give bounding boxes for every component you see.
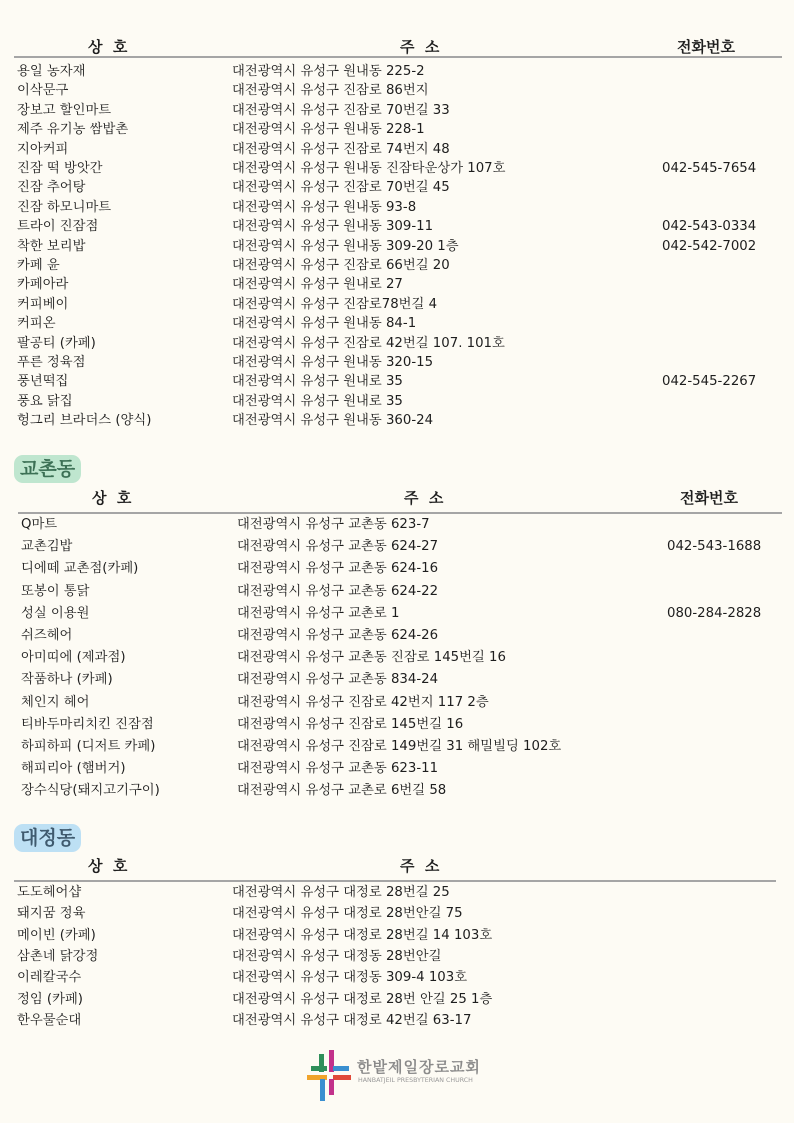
store-phone: 042-545-2267 (662, 374, 757, 390)
table-row (0, 1011, 794, 1030)
store-name: Q마트 (21, 517, 58, 532)
store-name: 작품하나 (카페) (21, 672, 113, 688)
store-address: 대전광역시 유성구 진잠로 66번길 20 (232, 258, 450, 273)
store-phone: 080-284-2828 (667, 605, 762, 621)
table-row (0, 604, 794, 623)
store-address: 대전광역시 유성구 원내로 35 (232, 393, 403, 409)
store-address: 대전광역시 유성구 교촌동 624-16 (237, 561, 439, 577)
store-address: 대전광역시 유성구 교촌동 624-27 (237, 539, 439, 555)
table-row (0, 537, 794, 556)
column-header-phone: 전화번호 (677, 38, 735, 56)
table-row (0, 392, 794, 411)
store-name: 용일 농자재 (17, 64, 86, 79)
store-address: 대전광역시 유성구 교촌로 1 (237, 605, 400, 621)
store-phone: 042-543-0334 (662, 219, 757, 235)
store-address: 대전광역시 유성구 대정로 42번길 63-17 (232, 1012, 472, 1028)
column-header-name: 상 호 (92, 489, 132, 507)
table-row (0, 626, 794, 645)
store-address: 대전광역시 유성구 원내동 84-1 (232, 316, 417, 332)
store-address: 대전광역시 유성구 대정로 28번 안길 25 1층 (232, 991, 493, 1007)
table-row (0, 693, 794, 712)
column-header-address: 주 소 (400, 857, 440, 875)
table-row (0, 670, 794, 689)
store-address: 대전광역시 유성구 진잠로 145번길 16 (237, 716, 464, 732)
store-name: 체인지 헤어 (21, 694, 90, 710)
table-row (0, 81, 794, 100)
store-name: 해피리아 (햄버거) (21, 761, 126, 777)
store-address: 대전광역시 유성구 원내동 228-1 (232, 122, 425, 138)
store-name: 삼촌네 닭강정 (17, 948, 99, 964)
store-address: 대전광역시 유성구 진잠로 86번지 (232, 83, 429, 99)
store-address: 대전광역시 유성구 원내동 진잠타운상가 107호 (232, 161, 506, 176)
table-header (0, 487, 794, 509)
table-row (0, 582, 794, 601)
store-address: 대전광역시 유성구 진잠로 149번길 31 해밀빌딩 102호 (237, 739, 562, 754)
header-rule (14, 880, 776, 882)
store-name: 지아커피 (17, 141, 69, 157)
store-address: 대전광역시 유성구 교촌동 624-26 (237, 628, 439, 643)
section-title-badge: 교촌동 (14, 455, 81, 483)
store-address: 대전광역시 유성구 교촌동 834-24 (237, 672, 439, 688)
header-rule (18, 512, 782, 514)
column-header-address: 주 소 (400, 38, 440, 56)
store-name: 착한 보리밥 (17, 238, 86, 254)
store-address: 대전광역시 유성구 대정동 309-4 103호 (232, 970, 468, 986)
store-address: 대전광역시 유성구 대정로 28번안길 75 (232, 906, 463, 922)
store-address: 대전광역시 유성구 교촌동 623-11 (237, 761, 439, 777)
store-name: 헝그리 브라더스 (양식) (17, 413, 152, 429)
table-row (0, 559, 794, 578)
store-address: 대전광역시 유성구 원내동 320-15 (232, 355, 434, 370)
store-address: 대전광역시 유성구 진잠로 70번길 45 (232, 180, 450, 196)
store-address: 대전광역시 유성구 진잠로 42번길 107. 101호 (232, 335, 505, 351)
store-name: 하피하피 (디저트 카페) (21, 739, 156, 754)
table-row (0, 140, 794, 159)
table-row (0, 334, 794, 353)
store-address: 대전광역시 유성구 교촌동 623-7 (237, 517, 430, 532)
table-row (0, 926, 794, 945)
store-name: 풍년떡집 (17, 374, 69, 390)
table-row (0, 990, 794, 1009)
store-address: 대전광역시 유성구 교촌로 6번길 58 (237, 783, 447, 799)
table-row (0, 120, 794, 139)
store-name: 팔공티 (카페) (17, 335, 96, 351)
church-name-ko: 한밭제일장로교회 (357, 1058, 481, 1076)
store-name: 티바두마리치킨 진잠점 (21, 716, 154, 732)
store-phone: 042-545-7654 (662, 161, 757, 176)
section-title-badge: 대정동 (14, 824, 81, 852)
store-name: 돼지꿈 정육 (17, 906, 86, 922)
column-header-name: 상 호 (88, 857, 128, 875)
table-row (0, 275, 794, 294)
store-address: 대전광역시 유성구 교촌동 624-22 (237, 583, 439, 599)
store-name: 진잠 하모니마트 (17, 199, 112, 215)
store-name: 푸른 정육점 (17, 355, 86, 370)
store-address: 대전광역시 유성구 원내동 93-8 (232, 199, 417, 215)
table-row (0, 904, 794, 923)
table-row (0, 295, 794, 314)
store-name: 정임 (카페) (17, 991, 83, 1007)
store-address: 대전광역시 유성구 원내로 35 (232, 374, 403, 390)
table-row (0, 947, 794, 966)
store-name: 커피온 (17, 316, 56, 332)
header-rule (14, 56, 782, 58)
table-row (0, 256, 794, 275)
store-name: 교촌김밥 (21, 539, 73, 555)
store-name: 카페 윤 (17, 258, 60, 273)
store-address: 대전광역시 유성구 진잠로 70번길 33 (232, 102, 450, 118)
cross-logo-icon (305, 1048, 355, 1104)
table-row (0, 159, 794, 178)
table-row (0, 237, 794, 256)
church-name-en: HANBATJEIL PRESBYTERIAN CHURCH (358, 1077, 473, 1084)
table-row (0, 101, 794, 120)
table-row (0, 314, 794, 333)
table-header (0, 855, 794, 877)
store-name: 이삭문구 (17, 83, 69, 99)
store-address: 대전광역시 유성구 대정로 28번길 25 (232, 885, 450, 900)
table-row (0, 515, 794, 534)
table-row (0, 411, 794, 430)
store-name: 제주 유기농 쌈밥촌 (17, 122, 129, 138)
store-name: 장보고 할인마트 (17, 102, 112, 118)
table-row (0, 759, 794, 778)
store-name: 이레칼국수 (17, 970, 82, 986)
store-name: 메이빈 (카페) (17, 927, 96, 943)
table-row (0, 372, 794, 391)
store-phone: 042-542-7002 (662, 238, 757, 254)
store-address: 대전광역시 유성구 원내동 360-24 (232, 413, 434, 429)
store-name: 트라이 진잠점 (17, 219, 99, 235)
store-address: 대전광역시 유성구 진잠로 74번지 48 (232, 141, 450, 157)
store-address: 대전광역시 유성구 대정동 28번안길 (232, 948, 442, 964)
table-header (0, 36, 794, 58)
column-header-name: 상 호 (88, 38, 128, 56)
table-row (0, 217, 794, 236)
table-row (0, 353, 794, 372)
store-address: 대전광역시 유성구 원내동 309-11 (232, 219, 434, 235)
store-name: 쉬즈헤어 (21, 628, 73, 643)
store-address: 대전광역시 유성구 원내동 225-2 (232, 64, 425, 79)
store-address: 대전광역시 유성구 진잠로 42번지 117 2층 (237, 694, 489, 710)
column-header-phone: 전화번호 (680, 489, 738, 507)
church-logo (305, 1048, 505, 1104)
table-row (0, 648, 794, 667)
table-row (0, 968, 794, 987)
store-name: 카페아라 (17, 277, 69, 293)
column-header-address: 주 소 (404, 489, 444, 507)
store-address: 대전광역시 유성구 진잠로78번길 4 (232, 296, 438, 312)
table-row (0, 883, 794, 902)
store-name: 또봉이 통닭 (21, 583, 90, 599)
store-name: 진잠 떡 방앗간 (17, 161, 103, 176)
store-name: 풍요 닭집 (17, 393, 73, 409)
store-name: 진잠 추어탕 (17, 180, 86, 196)
store-name: 디에떼 교촌점(카페) (21, 561, 139, 577)
table-row (0, 198, 794, 217)
store-address: 대전광역시 유성구 원내로 27 (232, 277, 403, 293)
table-row (0, 737, 794, 756)
store-address: 대전광역시 유성구 원내동 309-20 1층 (232, 238, 459, 254)
store-name: 도도헤어샵 (17, 885, 82, 900)
store-name: 장수식당(돼지고기구이) (21, 783, 160, 799)
store-name: 아미띠에 (제과점) (21, 650, 126, 666)
store-phone: 042-543-1688 (667, 539, 762, 555)
store-address: 대전광역시 유성구 교촌동 진잠로 145번길 16 (237, 650, 506, 666)
table-row (0, 781, 794, 800)
store-name: 성실 이용원 (21, 605, 90, 621)
table-row (0, 178, 794, 197)
store-name: 커피베이 (17, 296, 69, 312)
store-address: 대전광역시 유성구 대정로 28번길 14 103호 (232, 927, 493, 943)
store-name: 한우물순대 (17, 1012, 82, 1028)
table-row (0, 62, 794, 81)
table-row (0, 715, 794, 734)
